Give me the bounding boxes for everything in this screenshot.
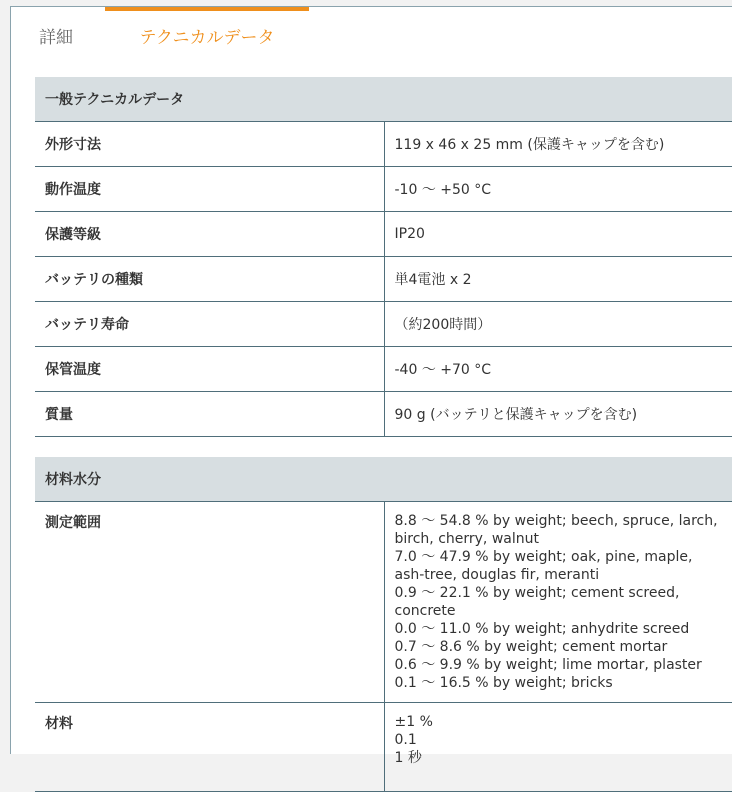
section-heading-moisture: 材料水分 bbox=[35, 457, 732, 502]
spec-label: 質量 bbox=[35, 392, 384, 437]
spec-value: 90 g (バッテリと保護キャップを含む) bbox=[384, 392, 732, 437]
range-line: 8.8 ～ 54.8 % by weight; beech, spruce, larch, birch, cherry, walnut bbox=[394, 513, 718, 547]
section-heading-general: 一般テクニカルデータ bbox=[35, 77, 732, 122]
table-row bbox=[35, 302, 732, 347]
range-line: 0.6 ～ 9.9 % by weight; lime mortar, plaster bbox=[394, 657, 702, 673]
table-row bbox=[35, 347, 732, 392]
spec-label: バッテリ寿命 bbox=[35, 302, 384, 347]
range-line: 0.1 ～ 16.5 % by weight; bricks bbox=[394, 675, 613, 691]
product-panel bbox=[10, 6, 732, 766]
table-row bbox=[35, 167, 732, 212]
spec-value: IP20 bbox=[384, 212, 732, 257]
moisture-spec-table bbox=[35, 457, 732, 792]
spec-value: 単4電池 x 2 bbox=[384, 257, 732, 302]
range-line: 0.9 ～ 22.1 % by weight; cement screed, concrete bbox=[394, 585, 680, 619]
spec-value: -10 ～ +50 °C bbox=[384, 167, 732, 212]
range-line: 0.7 ～ 8.6 % by weight; cement mortar bbox=[394, 639, 668, 655]
spec-value: 119 x 46 x 25 mm (保護キャップを含む) bbox=[384, 122, 732, 167]
tab-bar bbox=[11, 7, 732, 67]
table-row bbox=[35, 257, 732, 302]
table-row bbox=[35, 502, 732, 703]
table-row bbox=[35, 212, 732, 257]
material-line: ±1 % bbox=[394, 714, 433, 730]
tab-details[interactable]: 詳細 bbox=[39, 28, 73, 48]
table-row bbox=[35, 392, 732, 437]
tab-technical-data[interactable]: テクニカルデータ bbox=[105, 7, 309, 67]
spec-value-range bbox=[384, 502, 732, 703]
table-row bbox=[35, 703, 732, 792]
spec-label: 保護等級 bbox=[35, 212, 384, 257]
spec-label: バッテリの種類 bbox=[35, 257, 384, 302]
range-line: 0.0 ～ 11.0 % by weight; anhydrite screed bbox=[394, 621, 690, 637]
spec-label: 測定範囲 bbox=[35, 502, 384, 703]
spec-label: 保管温度 bbox=[35, 347, 384, 392]
general-spec-table bbox=[35, 77, 732, 437]
spec-label: 外形寸法 bbox=[35, 122, 384, 167]
spec-value-material bbox=[384, 703, 732, 792]
material-line: 1 秒 bbox=[394, 750, 422, 766]
spec-label: 動作温度 bbox=[35, 167, 384, 212]
material-line: 0.1 bbox=[394, 732, 417, 748]
spec-value: （約200時間） bbox=[384, 302, 732, 347]
table-row bbox=[35, 122, 732, 167]
spec-label: 材料 bbox=[35, 703, 384, 792]
range-line: 7.0 ～ 47.9 % by weight; oak, pine, maple, ash-tree, douglas fir, meranti bbox=[394, 549, 693, 583]
spec-value: -40 ～ +70 °C bbox=[384, 347, 732, 392]
